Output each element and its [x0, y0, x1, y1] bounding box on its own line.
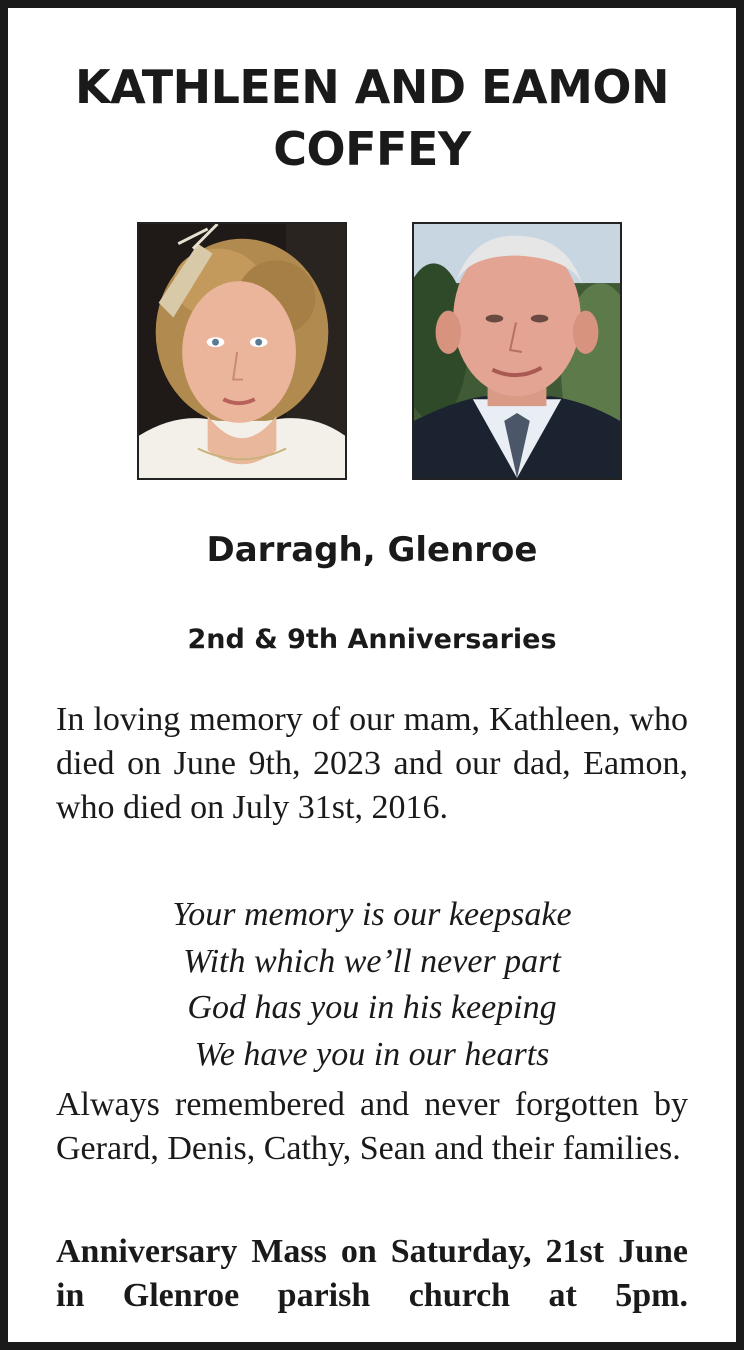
poem-line: We have you in our hearts — [194, 1035, 550, 1073]
anniversaries-heading: 2nd & 9th Anniversaries — [187, 624, 557, 655]
memory-paragraph: In loving memory of our mam, Kathleen, who died on June 9th, 2023 and our dad, Eamon, who died on July 31st, 2016. — [56, 701, 688, 826]
poem — [48, 892, 696, 1078]
photo-kathleen — [137, 222, 347, 480]
poem-line: Your memory is our keepsake — [172, 896, 572, 933]
notice-title: KATHLEEN AND EAMON COFFEY — [75, 60, 669, 176]
remembered-paragraph: Always remembered and never forgotten by Gerard, Denis, Cathy, Sean and their families. — [56, 1086, 688, 1167]
photo-eamon — [412, 222, 622, 480]
poem-line: God has you in his keeping — [187, 989, 557, 1026]
location: Darragh, Glenroe — [206, 530, 538, 570]
mass-announcement: Anniversary Mass on Saturday, 21st June in Glenroe parish church at 5pm. — [56, 1233, 688, 1314]
poem-line: With which we’ll never part — [183, 942, 561, 980]
